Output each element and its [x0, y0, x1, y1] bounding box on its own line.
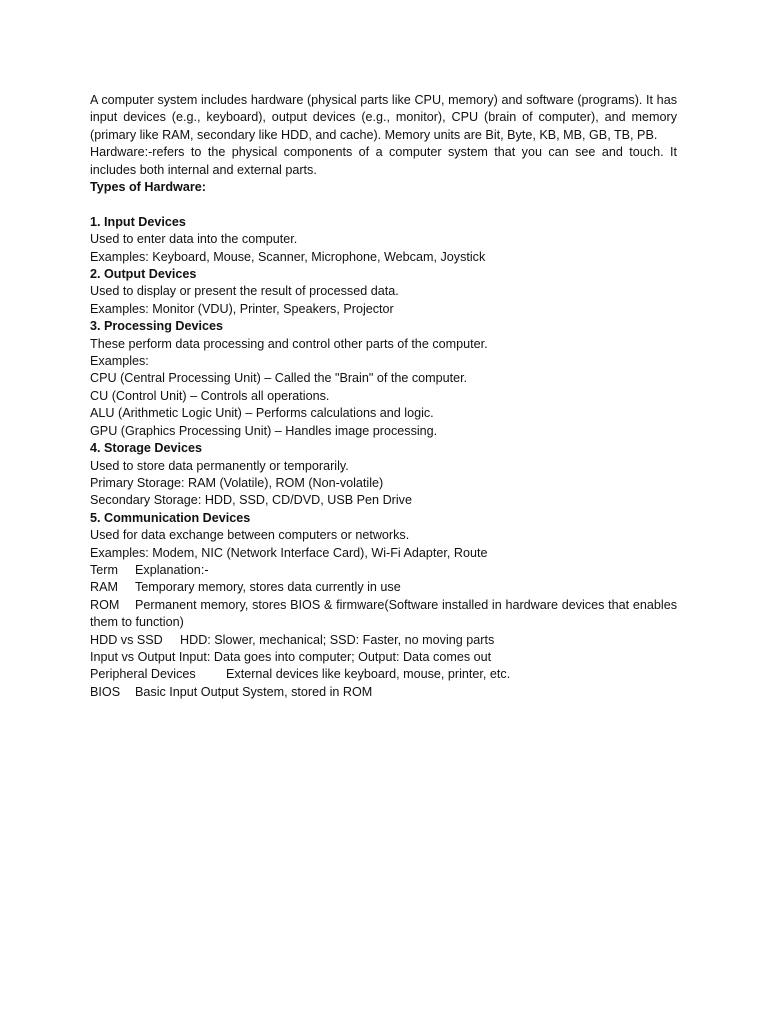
- types-heading: Types of Hardware:: [90, 180, 206, 195]
- glossary-explanation: External devices like keyboard, mouse, printer, etc.: [226, 667, 511, 682]
- section-line: Secondary Storage: HDD, SSD, CD/DVD, USB Pen Drive: [90, 493, 412, 508]
- glossary-row: [90, 579, 677, 596]
- glossary-term: HDD vs SSD: [90, 632, 163, 647]
- section-line: Examples:: [90, 354, 149, 369]
- section-line: GPU (Graphics Processing Unit) – Handles image processing.: [90, 423, 438, 438]
- blank-line: [90, 196, 677, 213]
- section-line: Examples: Keyboard, Mouse, Scanner, Microphone, Webcam, Joystick: [90, 249, 486, 264]
- glossary-explanation: Temporary memory, stores data currently in use: [135, 580, 401, 595]
- intro-paragraph: A computer system includes hardware (physical parts like CPU, memory) and software (programs). It has input devices (e.g., keyboard), output devices (e.g., monitor), CPU (brain of computer), and memory (primary like RAM, secondary like HDD, and cache). Memory units are Bit, Byte, KB, MB, GB, TB, PB.: [90, 93, 677, 142]
- glossary-explanation: Basic Input Output System, stored in ROM: [135, 684, 373, 699]
- glossary-term: RAM: [90, 580, 118, 595]
- section-line: Examples: Modem, NIC (Network Interface Card), Wi-Fi Adapter, Route: [90, 545, 488, 560]
- glossary-explanation: HDD: Slower, mechanical; SSD: Faster, no moving parts: [180, 632, 495, 647]
- section-line: Used for data exchange between computers or networks.: [90, 528, 410, 543]
- glossary-term: BIOS: [90, 684, 121, 699]
- section-line: Primary Storage: RAM (Volatile), ROM (Non-volatile): [90, 475, 384, 490]
- glossary-term: Input vs Output: [90, 649, 176, 664]
- document-body: [90, 92, 677, 701]
- section-line: CPU (Central Processing Unit) – Called the "Brain" of the computer.: [90, 371, 468, 386]
- section-heading-communication: 5. Communication Devices: [90, 510, 251, 525]
- glossary-explanation: Input: Data goes into computer; Output: Data comes out: [178, 649, 492, 664]
- section-line: Used to store data permanently or temporarily.: [90, 458, 349, 473]
- section-heading-storage: 4. Storage Devices: [90, 441, 203, 456]
- section-line: ALU (Arithmetic Logic Unit) – Performs calculations and logic.: [90, 406, 434, 421]
- section-line: Examples: Monitor (VDU), Printer, Speakers, Projector: [90, 301, 394, 316]
- section-line: Used to display or present the result of processed data.: [90, 284, 399, 299]
- section-line: CU (Control Unit) – Controls all operations.: [90, 388, 330, 403]
- section-heading-input: 1. Input Devices: [90, 214, 186, 229]
- glossary-header: [90, 562, 677, 579]
- section-heading-processing: 3. Processing Devices: [90, 319, 224, 334]
- glossary-header-explanation: Explanation:-: [135, 562, 209, 577]
- hardware-definition: Hardware:-refers to the physical components of a computer system that you can see and touch. It includes both internal and external parts.: [90, 145, 677, 177]
- glossary-explanation: Permanent memory, stores BIOS & firmware(Software installed in hardware devices that enables them to function): [90, 597, 677, 630]
- section-line: Used to enter data into the computer.: [90, 232, 298, 247]
- glossary-row: [90, 649, 677, 666]
- glossary-row: [90, 666, 677, 683]
- section-line: These perform data processing and control other parts of the computer.: [90, 336, 488, 351]
- glossary-term: Peripheral Devices: [90, 667, 196, 682]
- section-heading-output: 2. Output Devices: [90, 267, 197, 282]
- glossary-header-term: Term: [90, 562, 118, 577]
- glossary-term: ROM: [90, 597, 120, 612]
- glossary-row: [90, 597, 677, 632]
- glossary-row: [90, 632, 677, 649]
- glossary-row: [90, 684, 677, 701]
